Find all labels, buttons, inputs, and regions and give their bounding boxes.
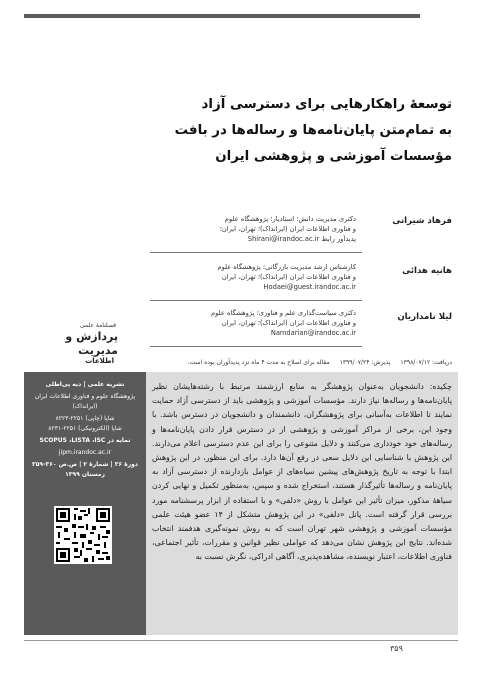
header-rule [24, 14, 420, 18]
article-dates [150, 359, 452, 366]
affiliation-line [150, 328, 356, 338]
author-affiliation [150, 214, 356, 244]
season-year: زمستان ۱۳۹۹ [65, 471, 105, 478]
affiliation-line: دکتری سیاست‌گذاری علم و فناوری؛ پژوهشگاه علوم [211, 309, 356, 317]
title-line: به تمام‌متن پایان‌نامه‌ها و رساله‌ها در بافت [174, 123, 452, 138]
abstract-box [146, 372, 458, 635]
author-affiliation [150, 262, 356, 292]
publisher: پژوهشگاه علوم و فناوری اطلاعات ایران [34, 393, 136, 400]
qr-code [54, 506, 112, 564]
logo-caption: فصلنامۀ علمی [79, 322, 116, 329]
logo-line: اطلاعات [85, 357, 114, 365]
logo-line: پردازش و [65, 330, 118, 343]
journal-website[interactable]: jipm.irandoc.ac.ir [58, 449, 112, 456]
author-affiliation [150, 308, 356, 338]
indexing: نمایه در SCOPUS ،LISTA ،ISC [39, 437, 131, 444]
affiliation-line: دکتری مدیریت دانش؛ استادیار؛ پژوهشگاه علوم [224, 215, 356, 223]
journal-logo [52, 322, 120, 366]
online-issn: شاپا (الکترونیکی) ۲۲۵۱-۸۲۳۱ [48, 425, 122, 432]
author-divider [150, 252, 362, 253]
publisher-abbr: (ایرانداک) [72, 403, 98, 410]
author-email[interactable]: Hodaei@guest.irandoc.ac.ir [263, 283, 356, 291]
affiliation-line [150, 234, 356, 244]
article-title [150, 92, 452, 170]
affiliation-line: و فناوری اطلاعات ایران (ایرانداک)؛ تهران، ایران؛ [219, 225, 356, 233]
author-divider [150, 346, 362, 347]
author-email[interactable]: Shirani@irandoc.ac.ir [247, 235, 320, 243]
author-email[interactable]: Namdarian@irandoc.ac.ir [270, 329, 356, 337]
title-line: توسعۀ راهکارهایی برای دسترسی آزاد [201, 97, 452, 112]
print-issn: شاپا (چاپی) ۲۲۵۱-۸۲۲۳ [55, 415, 115, 422]
author-divider [150, 300, 362, 301]
author-name: لیلا نامداریان [397, 312, 452, 322]
footer-rule [24, 640, 458, 641]
revision-note: مقاله برای اصلاح به مدت ۴ ماه نزد پدیدآوران بوده است. [187, 359, 330, 366]
affiliation-line: کارشناس ارشد مدیریت بازرگانی؛ پژوهشگاه علوم [217, 263, 356, 271]
received-date: دریافت: ۱۳۹۸/۰۷/۱۲ [400, 359, 452, 366]
affiliation-line [150, 282, 356, 292]
affiliation-line: و فناوری اطلاعات ایران (ایرانداک)؛ تهران، ایران [221, 273, 356, 281]
page-number: ۳۵۹ [390, 644, 403, 653]
journal-type: نشریه علمی | دیه پی‌اطلی [45, 381, 125, 388]
contact-author-label: پدیدآور رابط [321, 235, 356, 243]
volume-issue: دورۀ ۳۶ | شمارۀ ۲ | ص.ص ۳۶۰-۳۵۹ [32, 461, 138, 468]
accepted-date: پذیرش: ۱۳۹۹/۰۷/۲۴ [339, 359, 391, 366]
journal-info-sidebar [24, 372, 146, 635]
title-line: مؤسسات آموزشی و پژوهشی ایران [215, 149, 452, 164]
author-name: فرهاد شیرانی [392, 216, 452, 226]
logo-line: مدیریت [78, 344, 118, 357]
affiliation-line: و فناوری اطلاعات ایران (ایرانداک)؛ تهران، ایران [221, 319, 356, 327]
abstract-text: چکیده: دانشجویان به‌عنوان پژوهشگر به منابع ارزشمند مرتبط با رشته‌هایشان نظیر پایان‌نامه‌ها و رساله‌ها نیاز دارند. مؤسسات آموزشی و پژوهشی باید از دسترسی آزاد حمایت نمایند تا اطلاعات به‌آسانی برای پژوهشگران، دانشمندان و دانشجویان در دسترس باشد. با وجود این، برخی از مراکز آموزشی و پژوهشی از در دسترس قرار دادن پایان‌نامه‌ها و رساله‌های خود خودداری می‌کنند و دلایل متنوعی را برای این عدم دسترسی اعلام می‌دارند. این پژوهش با شناسایی این دلایل سعی در رفع آن‌ها دارد. برای این منظور، در این پژوهش ابتدا با توجه به تاریخ پژوهش‌های پیشین سیاه‌های از عوامل بازدارنده از دسترسی آزاد به پایان‌نامه و رساله‌ها تأثیرگذار هستند، استخراج شده و سپس، به‌منظور تکمیل و نهایی کردن سیاهۀ مذکور، میزان تأثیر این عوامل با روش «دلفی» و با استفاده از ابزار پرسشنامه مورد بررسی قرار گرفته است. پانل «دلفی» در این پژوهش متشکل از ۱۴ عضو هیئت علمی مؤسسات آموزشی و پژوهشی شهر تهران است که به روش نمونه‌گیری هدفمند انتخاب شده‌اند. نتایج این پژوهش نشان می‌دهد که عواملی نظیر قوانین و مقررات، تأثیر اجتماعی، فناوری اطلاعات، اعتبار نویسنده، مشاهده‌پذیری، آگاهی ادراکی، نگرش نسبت به [152, 382, 452, 562]
author-name: هانیه هدائی [402, 266, 452, 276]
